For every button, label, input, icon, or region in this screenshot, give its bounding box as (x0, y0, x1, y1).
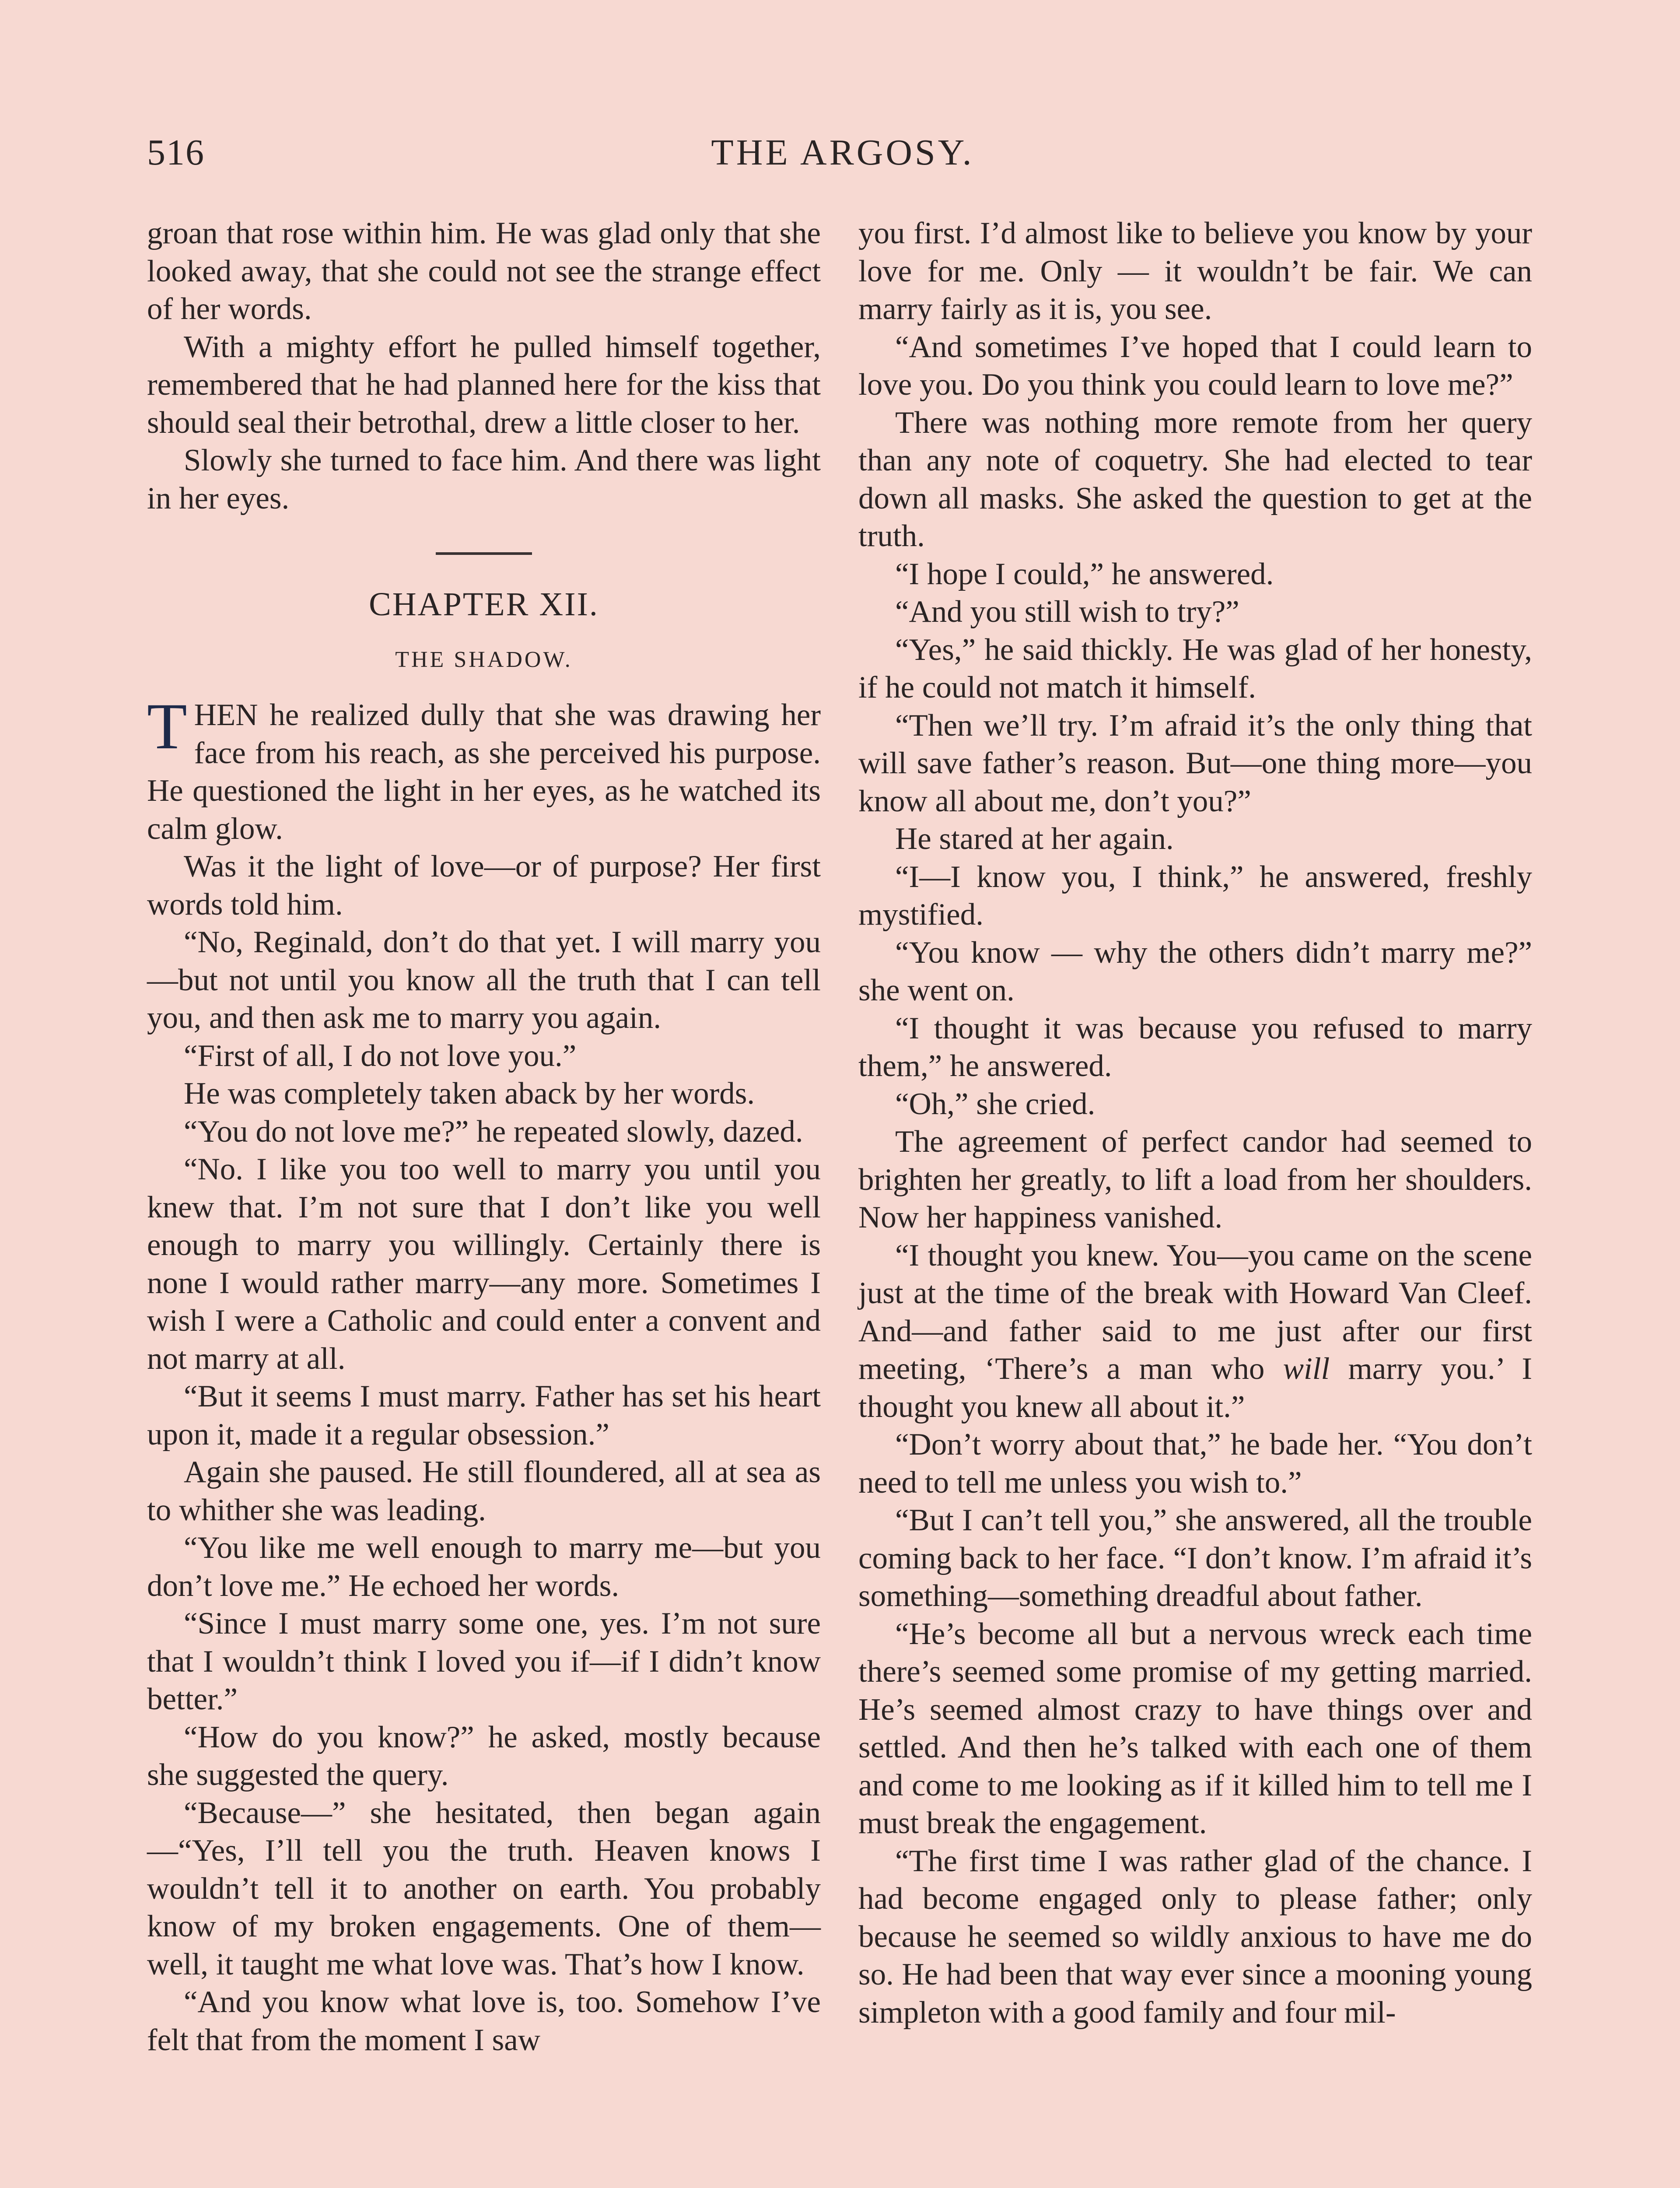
paragraph: Again she paused. He still floundered, all at sea as to whither she was leading. (147, 1455, 821, 1527)
paragraph: “But it seems I must marry. Father has set his heart upon it, made it a regular obsession.” (147, 1379, 821, 1452)
paragraph: “No. I like you too well to marry you until you knew that. I’m not sure that I don’t like you well enough to marry you willingly. Certainly there is none I would rather marry—any more. Sometimes I wish I were a Catholic and could enter a convent and not marry at all. (147, 1152, 821, 1376)
paragraph: Slowly she turned to face him. And there was light in her eyes. (147, 443, 821, 515)
paragraph: “No, Reginald, don’t do that yet. I will marry you—but not until you know all the truth that I can tell you, and then ask me to marry you again. (147, 925, 821, 1035)
paragraph: He was completely taken aback by her words. (184, 1076, 755, 1111)
page-number: 516 (147, 132, 205, 173)
paragraph: groan that rose within him. He was glad only that she looked away, that she could not see the strange effect of her words. (147, 216, 821, 326)
paragraph: “Since I must marry some one, yes. I’m not sure that I wouldn’t think I loved you if—if I didn’t know better.” (147, 1606, 821, 1716)
paragraph-text: marry you.’ I thought you knew all about it.” (858, 1352, 1532, 1424)
paragraph: “You know — why the others didn’t marry me?” she went on. (858, 935, 1532, 1007)
paragraph: “First of all, I do not love you.” (184, 1038, 577, 1073)
paragraph: “I hope I could,” he answered. (895, 557, 1274, 591)
paragraph: “You like me well enough to marry me—but you don’t love me.” He echoed her words. (147, 1531, 821, 1603)
paragraph-text: “I thought you knew. You—you came on the scene just at the time of the break with Howard Van Cleef. And—and father said to me just after our first meeting, ‘There’s a man who (858, 1238, 1532, 1386)
drop-cap: T (147, 690, 187, 763)
paragraph: “Then we’ll try. I’m afraid it’s the only thing that will save father’s reason. But—one thing more—you know all about me, don’t you?” (858, 708, 1532, 818)
paragraph-with-emphasis (858, 1237, 1532, 1426)
paragraph: “And you know what love is, too. Somehow I’ve felt that from the moment I saw (147, 1985, 821, 2057)
paragraph: “Yes,” he said thickly. He was glad of her honesty, if he could not match it himself. (858, 632, 1532, 705)
paragraph: “Don’t worry about that,” he bade her. “You don’t need to tell me unless you wish to.” (858, 1427, 1532, 1500)
paragraph: “But I can’t tell you,” she answered, all the trouble coming back to her face. “I don’t know. I’m afraid it’s something—something dreadful about father. (858, 1503, 1532, 1613)
chapter-title: CHAPTER XII. (369, 586, 599, 623)
paragraph: you first. I’d almost like to believe you know by your love for me. Only — it wouldn’t be fair. We can marry fairly as it is, you see. (858, 216, 1532, 326)
paragraph: There was nothing more remote from her query than any note of coquetry. She had elected to tear down all masks. She asked the question to get at the truth. (858, 405, 1532, 553)
right-column (858, 214, 1532, 2031)
paragraph: “How do you know?” he asked, mostly because she suggested the query. (147, 1720, 821, 1792)
paragraph: “The first time I was rather glad of the chance. I had become engaged only to please father; only because he seemed so wildly anxious to have me do so. He had been that way ever since a mooning young simpleton with a good family and four mil- (858, 1844, 1532, 2030)
section-divider (436, 552, 532, 555)
paragraph: “Because—” she hesitated, then began again—“Yes, I’ll tell you the truth. Heaven knows I wouldn’t tell it to another on earth. You probably know of my broken engagements. One of them—well, it taught me what love was. That’s how I know. (147, 1795, 821, 1981)
chapter-opening-paragraph (147, 690, 821, 848)
paragraph: The agreement of perfect candor had seemed to brighten her greatly, to lift a load from her shoulders. Now her happiness vanished. (858, 1125, 1532, 1234)
paragraph: “You do not love me?” he repeated slowly, dazed. (184, 1114, 803, 1149)
paragraph: “He’s become all but a nervous wreck each time there’s seemed some promise of my getting married. He’s seemed almost crazy to have things over and settled. And then he’s talked with each one of them and come to me looking as if it killed him to tell me I must break the engagement. (858, 1616, 1532, 1840)
paragraph: “And you still wish to try?” (895, 595, 1239, 629)
paragraph: “I thought it was because you refused to marry them,” he answered. (858, 1011, 1532, 1083)
emphasized-word: will (1283, 1352, 1330, 1386)
page-header (147, 131, 1538, 188)
journal-title: THE ARGOSY. (711, 132, 974, 173)
paragraph: “I—I know you, I think,” he answered, freshly mystified. (858, 859, 1532, 932)
chapter-subtitle: THE SHADOW. (395, 647, 573, 672)
paragraph: “And sometimes I’ve hoped that I could learn to love you. Do you think you could learn to love me?” (858, 330, 1532, 402)
paragraph: With a mighty effort he pulled himself together, remembered that he had planned here for the kiss that should seal their betrothal, drew a little closer to her. (147, 330, 821, 440)
paragraph: He stared at her again. (895, 822, 1174, 856)
left-column (147, 214, 821, 2059)
paragraph: Was it the light of love—or of purpose? Her first words told him. (147, 849, 821, 922)
paragraph: “Oh,” she cried. (895, 1087, 1096, 1121)
paragraph-text: HEN he realized dully that she was drawing her face from his reach, as she perceived his purpose. He questioned the light in her eyes, as he watched its calm glow. (147, 698, 821, 846)
